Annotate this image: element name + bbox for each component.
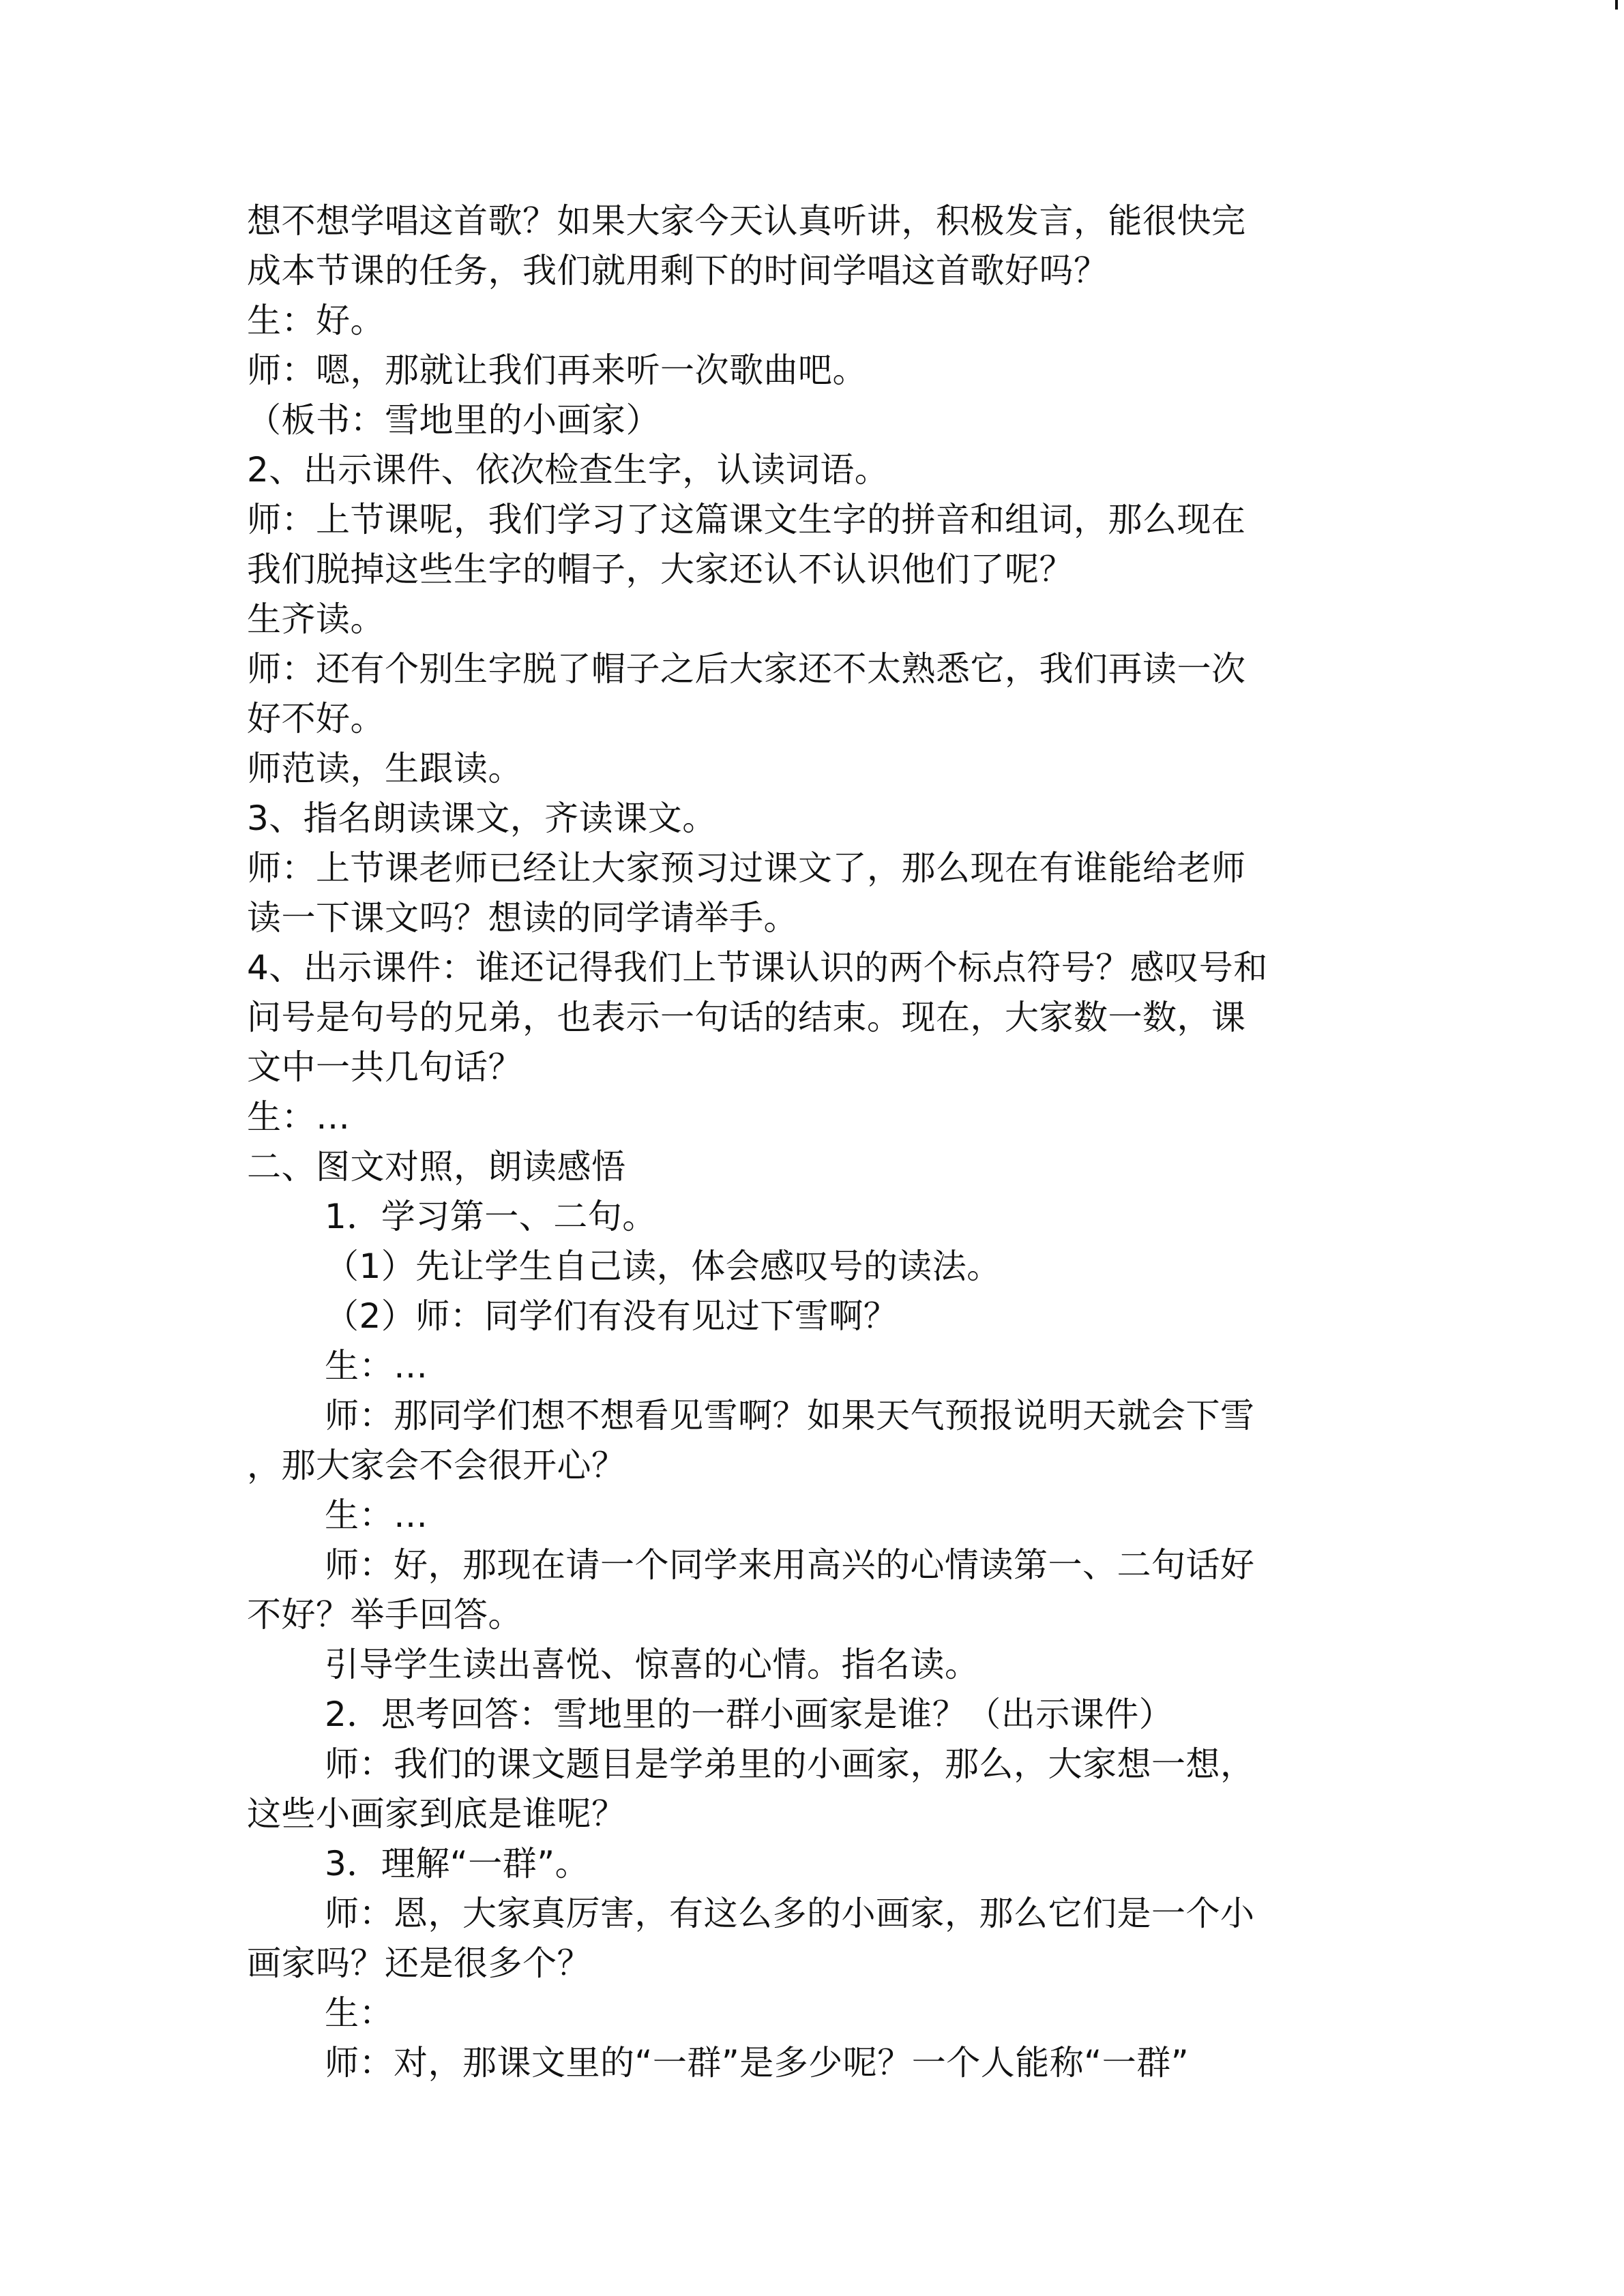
text-line: 生齐读。 <box>247 599 385 639</box>
text-line: 想不想学唱这首歌？如果大家今天认真听讲，积极发言，能很快完 <box>247 201 1246 241</box>
text-line: 3．理解“一群”。 <box>325 1844 590 1883</box>
text-line: 文中一共几句话？ <box>247 1047 522 1087</box>
text-line: 生：好。 <box>247 301 385 340</box>
document-body <box>247 196 1379 2088</box>
text-line: 师：嗯，那就让我们再来听一次歌曲吧。 <box>247 351 867 390</box>
text-line: 生：… <box>325 1346 428 1386</box>
text-line: 师范读，生跟读。 <box>247 749 522 788</box>
text-line: 生：… <box>325 1495 428 1535</box>
text-line: 生：… <box>247 1097 351 1137</box>
text-line: 引导学生读出喜悦、惊喜的心情。指名读。 <box>325 1645 979 1684</box>
corner-crop-mark <box>1615 0 1618 10</box>
text-line: 不好？举手回答。 <box>247 1595 522 1635</box>
text-line: 师：恩，大家真厉害，有这么多的小画家，那么它们是一个小 <box>325 1894 1255 1933</box>
text-line: 二、图文对照，朗读感悟 <box>247 1147 626 1187</box>
text-line: 我们脱掉这些生字的帽子，大家还认不认识他们了呢？ <box>247 550 1074 589</box>
text-line: 师：上节课老师已经让大家预习过课文了，那么现在有谁能给老师 <box>247 848 1246 888</box>
text-line: 3、指名朗读课文，齐读课文。 <box>247 799 717 838</box>
text-line: 2．思考回答：雪地里的一群小画家是谁？（出示课件） <box>325 1695 1174 1734</box>
text-line: 师：对，那课文里的“一群”是多少呢？一个人能称“一群” <box>325 2043 1190 2083</box>
text-line: 师：我们的课文题目是学弟里的小画家，那么，大家想一想， <box>325 1744 1255 1784</box>
text-line: （2）师：同学们有没有见过下雪啊？ <box>325 1296 898 1336</box>
text-line: 好不好。 <box>247 699 385 739</box>
text-line: 这些小画家到底是谁呢？ <box>247 1794 626 1834</box>
text-line: 师：好，那现在请一个同学来用高兴的心情读第一、二句话好 <box>325 1545 1255 1585</box>
text-line: 1．学习第一、二句。 <box>325 1197 657 1236</box>
text-line: （板书：雪地里的小画家） <box>247 400 660 440</box>
text-line: 画家吗？还是很多个？ <box>247 1943 591 1983</box>
text-line: 师：上节课呢，我们学习了这篇课文生字的拼音和组词，那么现在 <box>247 500 1246 539</box>
text-line: ，那大家会不会很开心？ <box>247 1446 626 1485</box>
text-line: （1）先让学生自己读，体会感叹号的读法。 <box>325 1247 1001 1286</box>
text-line: 生： <box>325 1993 394 2033</box>
text-line: 师：那同学们想不想看见雪啊？如果天气预报说明天就会下雪 <box>325 1396 1255 1435</box>
text-line: 读一下课文吗？想读的同学请举手。 <box>247 898 798 938</box>
text-line: 2、出示课件、依次检查生字，认读词语。 <box>247 450 889 490</box>
text-line: 师：还有个别生字脱了帽子之后大家还不太熟悉它，我们再读一次 <box>247 649 1246 689</box>
text-line: 成本节课的任务，我们就用剩下的时间学唱这首歌好吗？ <box>247 251 1108 290</box>
text-line: 问号是句号的兄弟，也表示一句话的结束。现在，大家数一数，课 <box>247 998 1246 1037</box>
text-line: 4、出示课件：谁还记得我们上节课认识的两个标点符号？感叹号和 <box>247 948 1268 987</box>
